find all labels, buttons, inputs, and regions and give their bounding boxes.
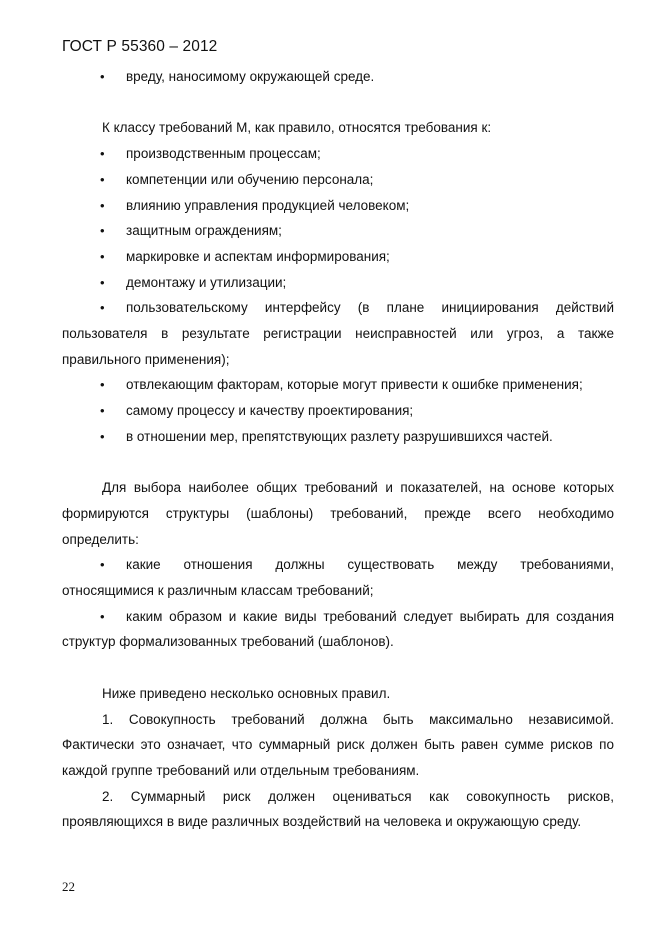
list-item [62,552,614,603]
list-item-text: производственным процессам; [126,146,321,162]
list-item-text: отвлекающим факторам, которые могут привести к ошибке применения; [126,377,583,393]
list-item-text: каким образом и какие виды требований следует выбирать для создания структур формализованных требований (шаблонов). [62,608,614,650]
list-item-text: маркировке и аспектам информирования; [126,248,390,264]
list-item-text: в отношении мер, препятствующих разлету разрушившихся частей. [126,428,553,444]
bullet-icon: • [100,171,105,187]
bullet-icon: • [100,403,105,419]
list-item [62,64,614,90]
list-item-text: какие отношения должны существовать между требованиями, относящимися к различным классам требований; [62,557,614,599]
list-item-text: вреду, наносимому окружающей среде. [126,69,375,84]
list-item [62,193,614,219]
document-body [62,64,614,835]
list-item-text: демонтажу и утилизации; [126,274,287,290]
list-item-text: влиянию управления продукцией человеком; [126,197,410,213]
list-item [62,604,614,655]
paragraph: Ниже приведено несколько основных правил. [102,685,391,701]
list-item [62,244,614,270]
list-item-text: защитным ограждениям; [126,223,282,239]
bullet-icon: • [100,557,105,573]
list-item [62,270,614,296]
paragraph: К классу требований М, как правило, относятся требования к: [102,120,492,136]
paragraph: Для выбора наиболее общих требований и показателей, на основе которых формируются структуры (шаблоны) требований, прежде всего необходимо определить: [62,480,614,547]
list-item-text: самому процессу и качеству проектирования; [126,403,414,419]
list-item [62,295,614,372]
bullet-icon: • [100,223,105,239]
bullet-icon: • [100,377,105,393]
bullet-icon: • [100,248,105,264]
list-item [62,372,614,398]
bullet-icon: • [100,428,105,444]
bullet-icon: • [100,608,105,624]
bullet-icon: • [100,197,105,213]
page-number: 22 [62,879,75,894]
paragraph: 2. Суммарный риск должен оцениваться как совокупность рисков, проявляющихся в виде различных воздействий на человека и окружающую среду. [62,788,614,830]
list-item [62,424,614,450]
list-item [62,398,614,424]
list-item [62,218,614,244]
bullet-icon: • [100,69,105,84]
list-item [62,167,614,193]
document-header: ГОСТ Р 55360 – 2012 [62,38,218,55]
paragraph: 1. Совокупность требований должна быть максимально независимой. Фактически это означает, что суммарный риск должен быть равен сумме рисков по каждой группе требований или отдельным требованиям. [62,711,614,778]
bullet-icon: • [100,146,105,162]
list-item-text: пользовательскому интерфейсу (в плане инициирования действий пользователя в результате регистрации неисправностей или угроз, а также правильного применения); [62,300,614,367]
list-item-text: компетенции или обучению персонала; [126,171,374,187]
list-item [62,141,614,167]
bullet-icon: • [100,274,105,290]
bullet-icon: • [100,300,105,316]
